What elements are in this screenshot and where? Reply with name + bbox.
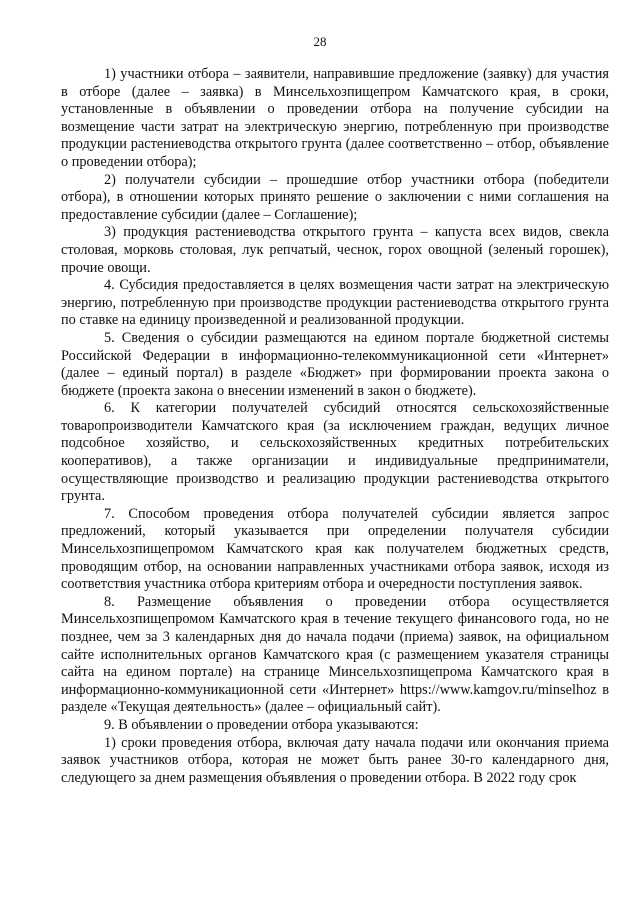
paragraph-9-1-deadlines: 1) сроки проведения отбора, включая дату начала подачи или окончания приема заявок участников отбора, которая не может быть ранее 30-го календарного дня, следующего за днем размещения объявления о проведении отбора. В 2022 году срок bbox=[61, 734, 609, 786]
paragraph-3-products: 3) продукция растениеводства открытого грунта – капуста всех видов, свекла столовая, морковь столовая, лук репчатый, чеснок, горох овощной (зеленый горошек), прочие овощи. bbox=[61, 224, 609, 276]
document-body bbox=[61, 66, 609, 787]
paragraph-1-participants: 1) участники отбора – заявители, направившие предложение (заявку) для участия в отборе (далее – заявка) в Минсельхозпищепром Камчатского края, в сроки, установленные в объявлении о проведении отбора на получение субсидии на возмещение части затрат на электрическую энергию, потребленную при производстве продукции растениеводства открытого грунта (далее соответственно – отбор, объявление о проведении отбора); bbox=[61, 66, 609, 170]
paragraph-2-recipients: 2) получатели субсидии – прошедшие отбор участники отбора (победители отбора), в отношении которых принято решение о заключении с ними соглашения на предоставление субсидии (далее – Соглашение); bbox=[61, 171, 609, 223]
paragraph-8-announcement-placement: 8. Размещение объявления о проведении отбора осуществляется Минсельхозпищепромом Камчатского края в течение текущего финансового года, но не позднее, чем за 3 календарных дня до начала подачи (приема) заявок, на официальном сайте исполнительных органов Камчатского края (с размещением указателя страницы сайта на едином портале) на странице Минсельхозпищепрома Камчатского края в информационно-коммуникационной сети «Интернет» https://www.kamgov.ru/minselhoz в разделе «Текущая деятельность» (далее – официальный сайт). bbox=[61, 593, 609, 716]
paragraph-4-subsidy-purpose: 4. Субсидия предоставляется в целях возмещения части затрат на электрическую энергию, потребленную при производстве продукции растениеводства открытого грунта по ставке на единицу произведенной и реализованной продукции. bbox=[61, 277, 609, 329]
page-number: 28 bbox=[313, 34, 327, 49]
paragraph-7-selection-method: 7. Способом проведения отбора получателей субсидии является запрос предложений, который указывается при определении получателя субсидии Минсельхозпищепромом Камчатского края как получателем бюджетных средств, проводящим отбор, на основании направленных участниками отбора заявок, исходя из соответствия участника отбора критериям отбора и очередности поступления заявок. bbox=[61, 505, 609, 593]
paragraph-6-recipient-category: 6. К категории получателей субсидий относятся сельскохозяйственные товаропроизводители Камчатского края (за исключением граждан, ведущих личное подсобное хозяйство, и сельскохозяйственных кредитных потребительских кооперативов), а также организации и индивидуальные предприниматели, осуществляющие производство и реализацию продукции растениеводства открытого грунта. bbox=[61, 400, 609, 505]
paragraph-9-announcement-contents: 9. В объявлении о проведении отбора указываются: bbox=[104, 716, 419, 733]
paragraph-5-subsidy-info: 5. Сведения о субсидии размещаются на едином портале бюджетной системы Российской Федерации в информационно-телекоммуникационной сети «Интернет» (далее – единый портал) в разделе «Бюджет» при формировании проекта закона о бюджете (проекта закона о внесении изменений в закон о бюджете). bbox=[61, 329, 609, 399]
